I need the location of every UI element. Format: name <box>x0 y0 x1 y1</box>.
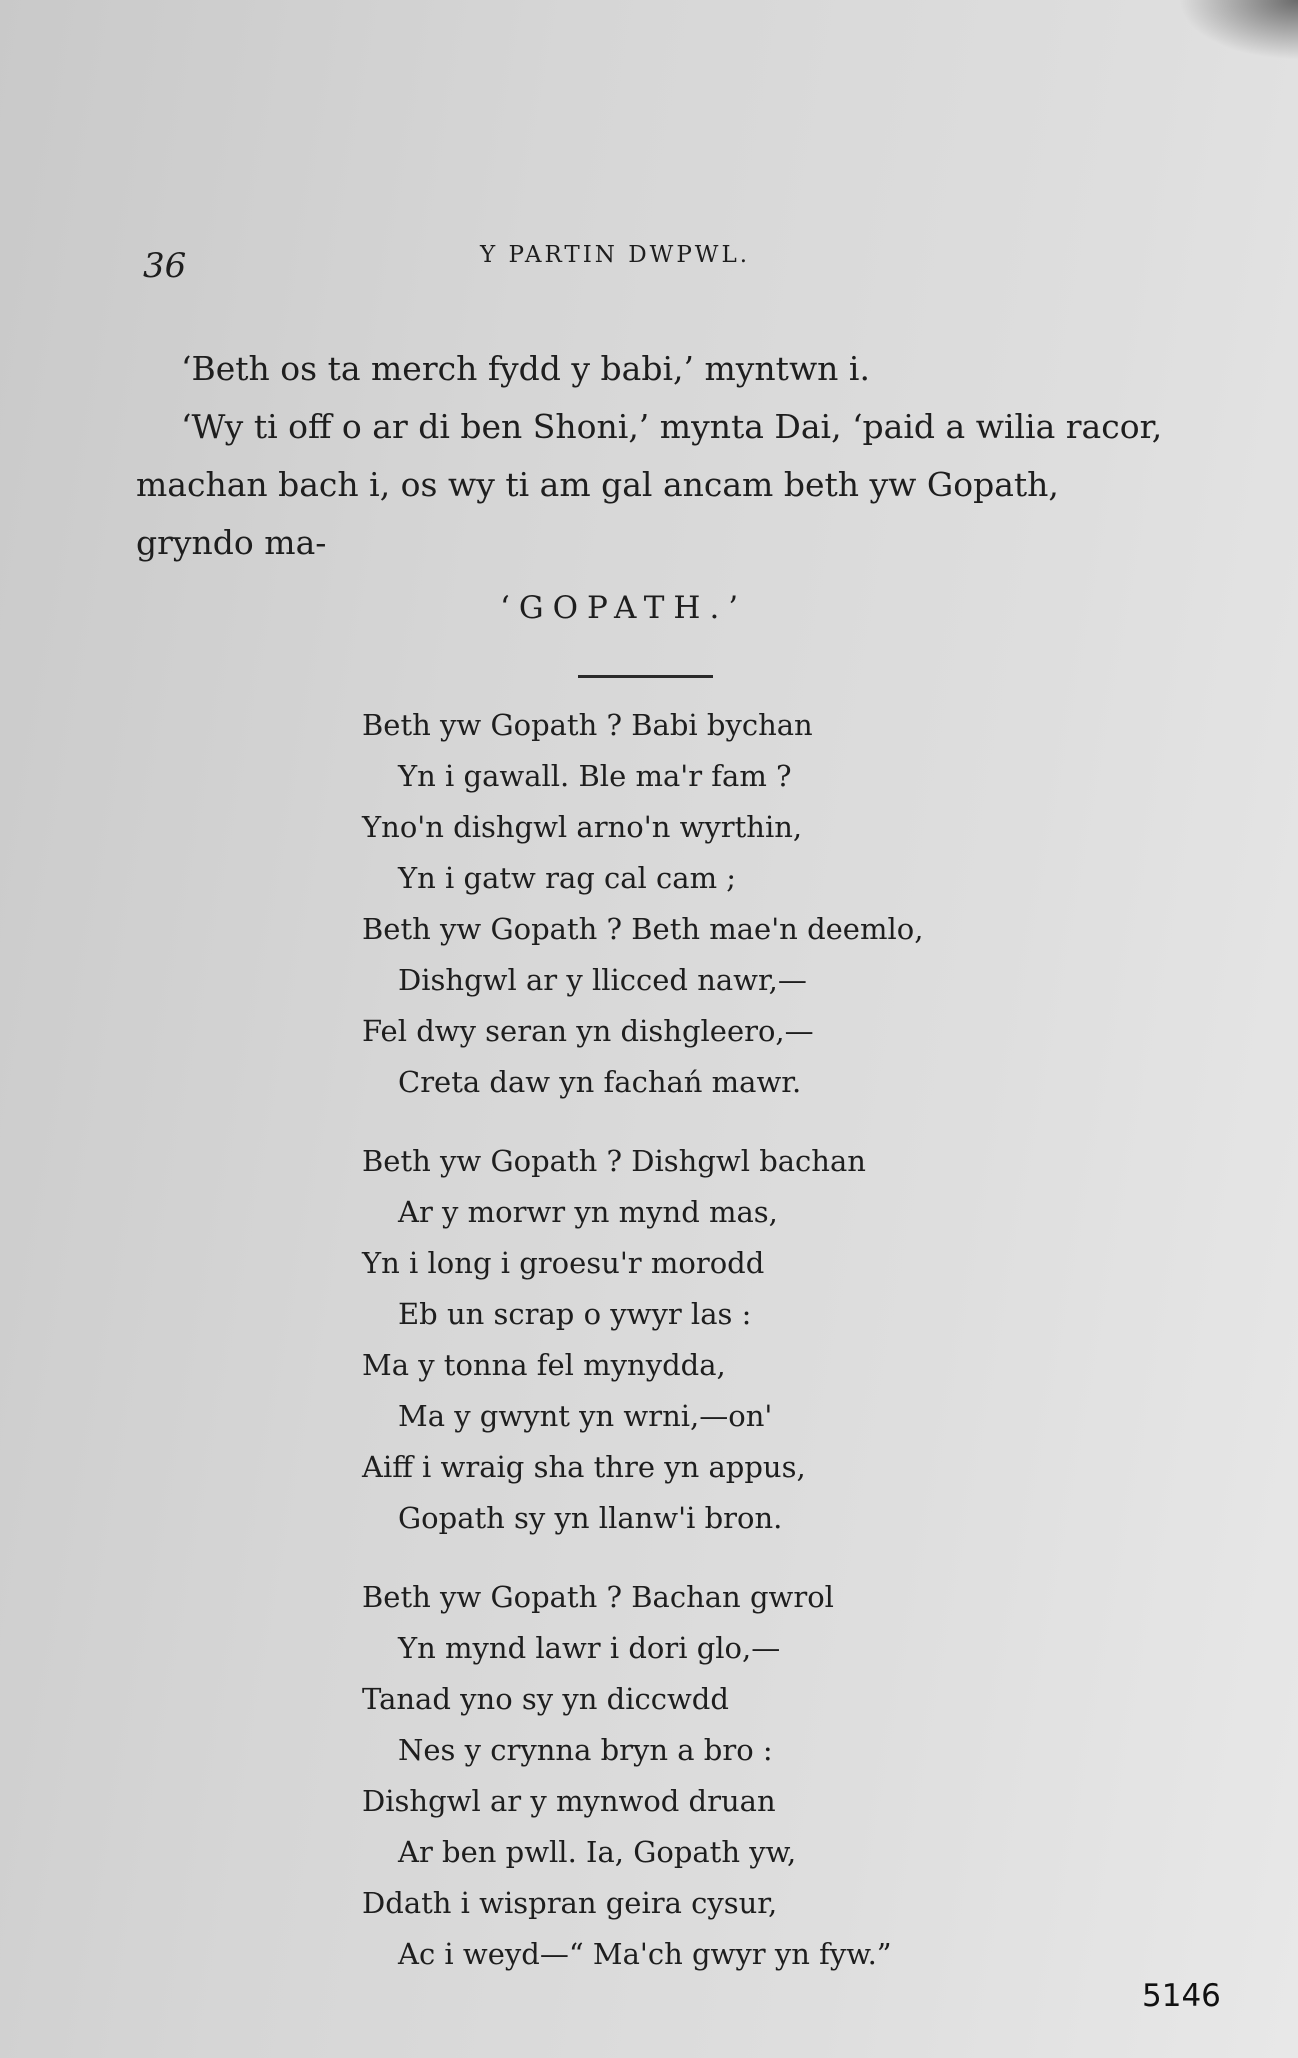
poem-line: Beth yw Gopath ? Beth mae'n deemlo, <box>362 912 924 946</box>
poem-line: Ma y tonna fel mynydda, <box>362 1348 726 1382</box>
poem-title: ‘GOPATH.’ <box>500 590 748 626</box>
poem-line: Beth yw Gopath ? Dishgwl bachan <box>362 1144 866 1178</box>
poem-line: Yn i gawall. Ble ma'r fam ? <box>398 759 792 793</box>
poem-line: Aiff i wraig sha thre yn appus, <box>362 1450 806 1484</box>
running-title: Y PARTIN DWPWL. <box>480 242 751 268</box>
poem-line: Ddath i wispran geira cysur, <box>362 1886 778 1920</box>
poem-line: Beth yw Gopath ? Bachan gwrol <box>362 1580 834 1614</box>
poem-line: Ac i weyd—“ Ma'ch gwyr yn fyw.” <box>398 1937 892 1971</box>
poem-line: Nes y crynna bryn a bro : <box>398 1733 773 1767</box>
poem-line: Ar ben pwll. Ia, Gopath yw, <box>398 1835 797 1869</box>
poem-line: Gopath sy yn llanw'i bron. <box>398 1501 783 1535</box>
poem-line: Yno'n dishgwl arno'n wyrthin, <box>362 810 803 844</box>
page-number: 36 <box>143 246 187 286</box>
image-reference-number: 5146 <box>1142 1978 1221 2014</box>
poem-line: Ma y gwynt yn wrni,—on' <box>398 1399 773 1433</box>
poem-line: Dishgwl ar y llicced nawr,— <box>398 963 807 997</box>
poem-stanza <box>362 700 1162 1108</box>
title-rule <box>578 675 713 678</box>
poem-line: Yn mynd lawr i dori glo,— <box>398 1631 781 1665</box>
prose-paragraph: ‘Beth os ta merch fydd y babi,’ myntwn i. <box>181 349 870 388</box>
poem-line: Fel dwy seran yn dishgleero,— <box>362 1014 814 1048</box>
poem-stanza <box>362 1136 1162 1544</box>
page-header <box>0 238 1298 288</box>
poem-line: Beth yw Gopath ? Babi bychan <box>362 708 813 742</box>
poem-line: Eb un scrap o ywyr las : <box>398 1297 752 1331</box>
poem-line: Dishgwl ar y mynwod druan <box>362 1784 776 1818</box>
poem-line: Ar y morwr yn mynd mas, <box>398 1195 778 1229</box>
poem-line: Tanad yno sy yn diccwdd <box>362 1682 729 1716</box>
poem-line: Creta daw yn fachań mawr. <box>398 1065 802 1099</box>
prose-paragraph: ‘Wy ti off o ar di ben Shoni,’ mynta Dai, ‘paid a wilia racor, machan bach i, os wy ti am gal ancam beth yw Gopath, gryndo ma- <box>136 407 1163 562</box>
prose-block <box>136 340 1186 572</box>
poem <box>362 700 1162 2008</box>
poem-stanza <box>362 1572 1162 1980</box>
poem-line: Yn i gatw rag cal cam ; <box>398 861 737 895</box>
poem-line: Yn i long i groesu'r morodd <box>362 1246 765 1280</box>
page-edge-shadow <box>1178 0 1298 60</box>
